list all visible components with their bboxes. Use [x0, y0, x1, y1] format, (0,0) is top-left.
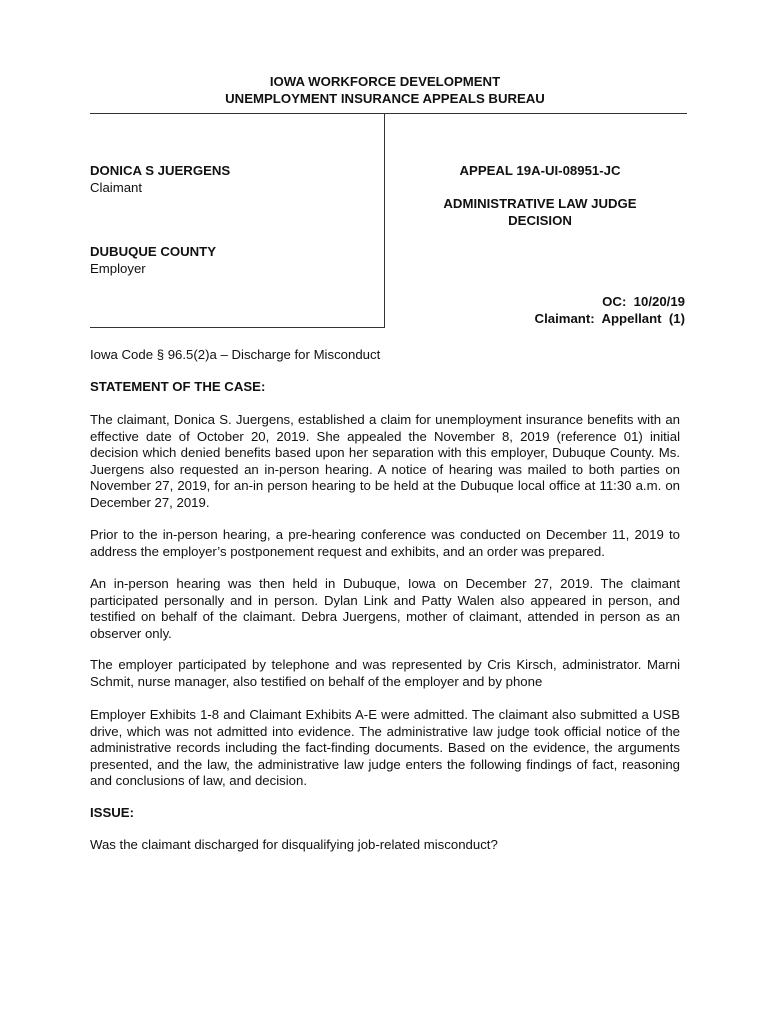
- oc-date: OC: 10/20/19: [602, 294, 685, 309]
- code-reference: Iowa Code § 96.5(2)a – Discharge for Misconduct: [90, 347, 381, 362]
- statement-heading: STATEMENT OF THE CASE:: [90, 379, 266, 394]
- caption-bottom-rule: [90, 327, 385, 328]
- decision-title-line1: ADMINISTRATIVE LAW JUDGE: [443, 196, 637, 211]
- claimant-block: [90, 163, 370, 196]
- claimant-status: Claimant: Appellant (1): [534, 310, 685, 326]
- bureau-name: UNEMPLOYMENT INSURANCE APPEALS BUREAU: [225, 91, 545, 106]
- claimant-role: Claimant: [90, 179, 143, 195]
- paragraph-3: An in-person hearing was then held in Dubuque, Iowa on December 27, 2019. The claimant participated personally and in person. Dylan Link and Patty Walen also appeared in person, and testified on behalf of the claimant. Debra Juergens, mother of claimant, attended in person as an observer only.: [90, 576, 680, 641]
- issue-question: Was the claimant discharged for disqualifying job-related misconduct?: [90, 837, 498, 852]
- caption-top-rule: [90, 113, 687, 114]
- agency-name: IOWA WORKFORCE DEVELOPMENT: [269, 74, 501, 89]
- document-header: [0, 73, 770, 107]
- decision-title-line2: DECISION: [508, 212, 572, 228]
- paragraph-4: The employer participated by telephone and was represented by Cris Kirsch, administrator. Marni Schmit, nurse manager, also testified on behalf of the employer and by phone: [90, 657, 680, 689]
- case-meta: [395, 294, 685, 327]
- employer-role: Employer: [90, 260, 146, 276]
- decision-title: [395, 196, 685, 229]
- employer-name: DUBUQUE COUNTY: [90, 244, 217, 259]
- employer-block: [90, 244, 370, 277]
- paragraph-5: Employer Exhibits 1-8 and Claimant Exhibits A-E were admitted. The claimant also submitted a USB drive, which was not admitted into evidence. The administrative law judge took official notice of the administrative records including the fact-finding documents. Based on the evidence, the arguments presented, and the law, the administrative law judge enters the following findings of fact, reasoning and conclusions of law, and decision.: [90, 707, 680, 789]
- claimant-name: DONICA S JUERGENS: [90, 163, 231, 178]
- caption-divider: [384, 113, 385, 327]
- paragraph-1: The claimant, Donica S. Juergens, established a claim for unemployment insurance benefits with an effective date of October 20, 2019. She appealed the November 8, 2019 (reference 01) initial decision which denied benefits based upon her separation with this employer, Dubuque County. Ms. Juergens also requested an in-person hearing. A notice of hearing was mailed to both parties on November 27, 2019, for an-in person hearing to be held at the Dubuque local office at 11:30 a.m. on December 27, 2019.: [90, 412, 680, 510]
- issue-heading: ISSUE:: [90, 805, 134, 820]
- appeal-number: APPEAL 19A-UI-08951-JC: [459, 163, 621, 178]
- paragraph-2: Prior to the in-person hearing, a pre-hearing conference was conducted on December 11, 2019 to address the employer’s postponement request and exhibits, and an order was prepared.: [90, 527, 680, 559]
